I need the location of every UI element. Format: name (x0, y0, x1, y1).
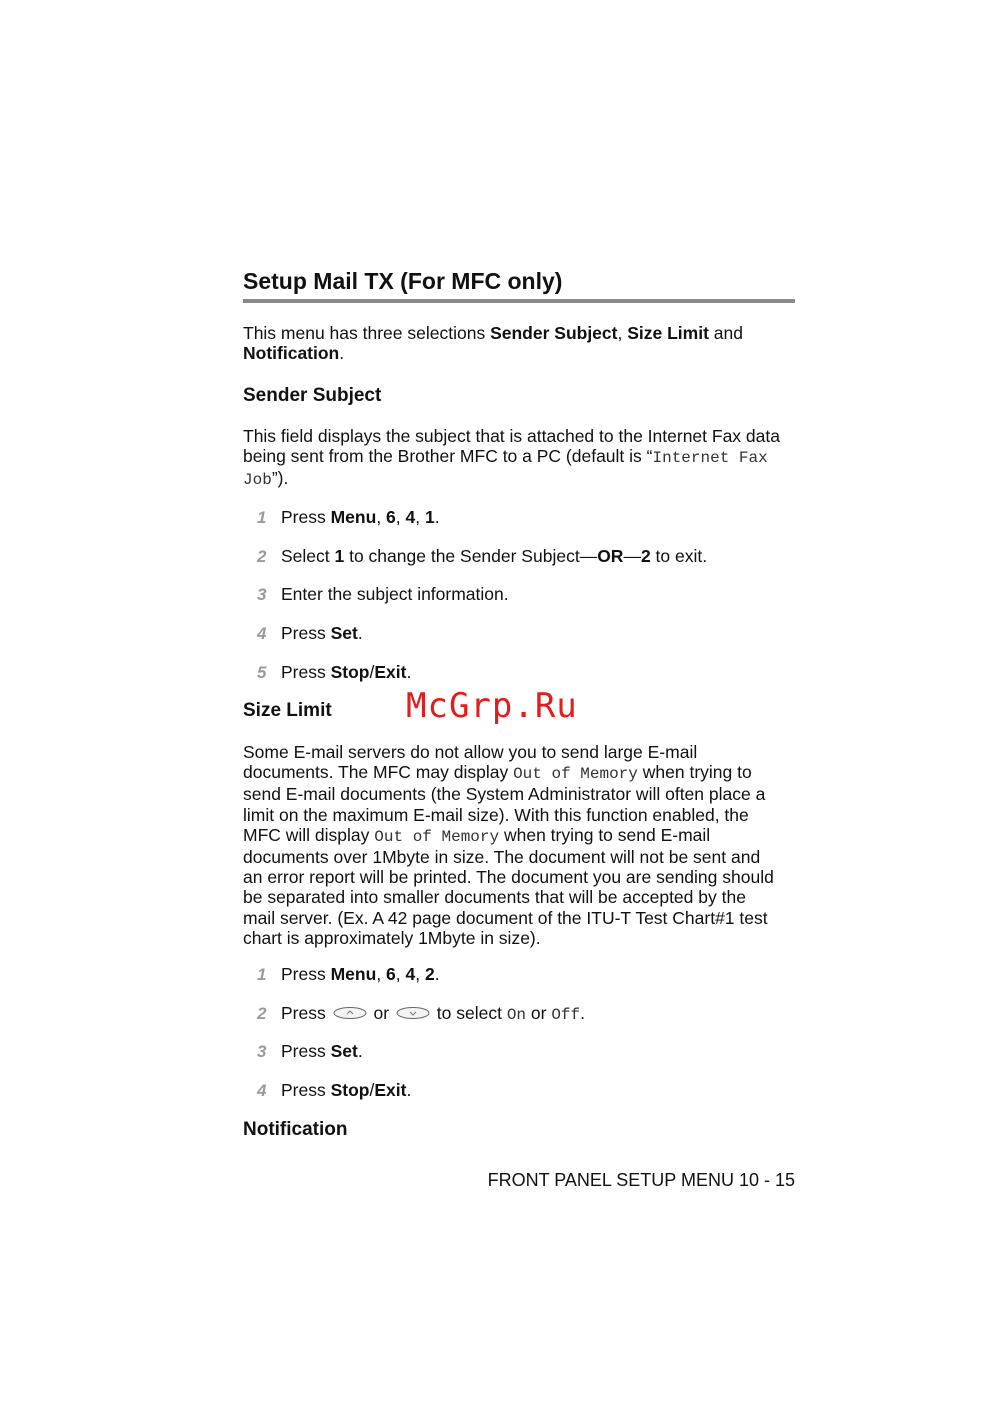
page-footer: FRONT PANEL SETUP MENU 10 - 15 (487, 1170, 795, 1190)
default-subject-value: Internet Fax (652, 449, 768, 468)
size-step-4: 4 Press Stop/Exit. (257, 1080, 412, 1100)
sender-subject-paragraph: This field displays the subject that is attached to the Internet Fax data being sent from the Brother MFC to a PC (default is “Internet Fax Job”). (243, 426, 780, 490)
sender-step-3: 3 Enter the subject information. (257, 584, 509, 604)
page-title: Setup Mail TX (For MFC only) (243, 268, 563, 294)
sender-step-2: 2 Select 1 to change the Sender Subject—OR—2 to exit. (257, 546, 708, 566)
size-step-1: 1 Press Menu, 6, 4, 2. (257, 964, 440, 984)
intro-paragraph: This menu has three selections Sender Subject, Size Limit and Notification. (243, 323, 743, 364)
sender-step-4: 4 Press Set. (257, 623, 363, 643)
sender-subject-heading: Sender Subject (243, 385, 382, 406)
sender-step-5: 5 Press Stop/Exit. (257, 662, 412, 682)
sender-step-1: 1 Press Menu, 6, 4, 1. (257, 507, 440, 527)
watermark: McGrp.Ru (406, 686, 578, 726)
up-arrow-key-icon (333, 1003, 367, 1025)
size-limit-heading: Size Limit (243, 700, 332, 721)
down-arrow-key-icon (396, 1003, 430, 1025)
size-step-3: 3 Press Set. (257, 1041, 363, 1061)
title-rule (243, 299, 795, 303)
notification-heading: Notification (243, 1119, 348, 1140)
size-limit-paragraph: Some E-mail servers do not allow you to send large E-mail documents. The MFC may display Out of Memory when trying to send E-mail documents (the System Administrator will often place a limit on the maximum E-mail size). With this function enabled, the MFC will display Out of Memory when trying to send E-mail documents over 1Mbyte in size. The document will not be sent and an error report will be printed. The document you are sending should be separated into smaller documents that will be accepted by the mail server. (Ex. A 42 page document of the ITU-T Test Chart#1 test chart is approximately 1Mbyte in size). (243, 742, 774, 948)
size-step-2: 2 Press or to select On or Off. (257, 1003, 585, 1024)
